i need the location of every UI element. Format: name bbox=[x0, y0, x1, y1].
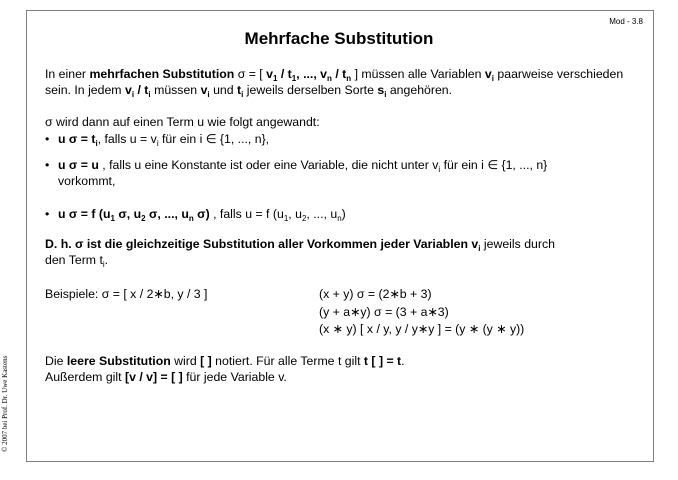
apply-line: σ wird dann auf einen Term u wie folgt angewandt: bbox=[45, 115, 320, 129]
examples-label: Beispiele: σ = [ x / 2∗b, y / 3 ] bbox=[45, 287, 208, 301]
page-title: Mehrfache Substitution bbox=[244, 29, 434, 48]
example-line: (y + a∗y) σ = (3 + a∗3) bbox=[319, 305, 449, 319]
copyright: © 2007 bei Prof. Dr. Uwe Kastens bbox=[1, 355, 9, 452]
empty-substitution: Die leere Substitution wird [ ] notiert. Für alle Terme t gilt t [ ] = t. Außerdem gilt [v / v] = [ ] für jede Variable v. bbox=[45, 354, 405, 384]
slide-number: Mod - 3.8 bbox=[609, 17, 643, 26]
example-line: (x ∗ y) [ x / y, y / y∗y ] = (y ∗ (y ∗ y)) bbox=[319, 322, 525, 336]
example-line: (x + y) σ = (2∗b + 3) bbox=[319, 287, 432, 301]
substitution-formula: $v_1 / t_1$, ..., $v_n / t_n$ bbox=[266, 67, 352, 83]
conclusion: D. h. σ ist die gleichzeitige Substitution aller Vorkommen jeder Variablen $v_i$ jeweils durch den Term $t_i$. bbox=[45, 237, 555, 269]
intro-paragraph: In einer mehrfachen Substitution σ = [ $v_1 / t_1$, ..., $v_n / t_n$ ] müssen alle Variablen $v_i$ paarweise verschieden sein. In jedem $v_i / t_i$ müssen $v_i$ und $t_i$ jeweils derselben Sorte $s_i$ angehören. bbox=[45, 67, 624, 99]
